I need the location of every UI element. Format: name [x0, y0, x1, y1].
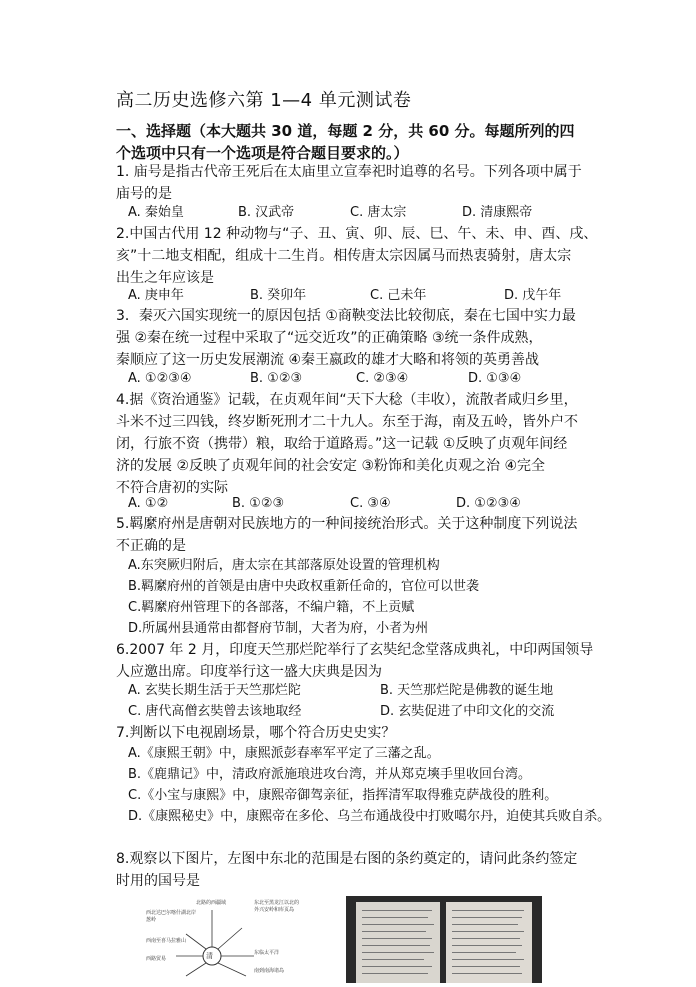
question-7: [116, 722, 616, 744]
diagram-top-right-2: 外兴安岭和库页岛: [254, 907, 295, 913]
question-2-line-1: 2.中国古代用 12 种动物与“子、丑、寅、卯、辰、巳、午、未、申、酉、戌、: [116, 226, 598, 242]
diagram-right-low: 南到南海诸岛: [254, 968, 285, 974]
diagram-top-center: 北路的西疆域: [196, 900, 227, 906]
question-1: [116, 161, 616, 205]
q5-option-c: C.羁縻府州管理下的各部落，不编户籍，不上贡赋: [128, 600, 415, 615]
diagram-left-top-2: 葱岭: [146, 917, 157, 923]
question-4-line-3: 闭，行旅不资（携带）粮，取给于道路焉。”这一记载 ①反映了贞观年间经: [116, 436, 568, 452]
section-heading-line-1: 一、选择题（本大题共 30 道，每题 2 分，共 60 分。每题所列的四: [116, 122, 575, 140]
q7-option-b: B.《鹿鼎记》中，清政府派施琅进攻台湾，并从郑克塽手里收回台湾。: [128, 767, 532, 782]
q6-option-c: C. 唐代高僧玄奘曾去该地取经: [128, 704, 302, 719]
q5-option-d: D.所属州县通常由都督府节制，大者为府，小者为州: [128, 621, 429, 636]
question-8: [116, 848, 616, 892]
question-2: [116, 223, 616, 289]
q7-option-d: D.《康熙秘史》中，康熙帝在多伦、乌兰布通战役中打败噶尔丹，迫使其兵败自杀。: [128, 809, 611, 824]
q4-option-a: A. ①②: [128, 496, 169, 511]
q4-option-d: D. ①②③④: [456, 496, 521, 511]
q6-option-a: A. 玄奘长期生活于天竺那烂陀: [128, 683, 301, 698]
treaty-page-right: [446, 902, 532, 983]
question-8-line-1: 8.观察以下图片，左图中东北的范围是右图的条约奠定的，请问此条约签定: [116, 851, 578, 867]
question-5: [116, 513, 616, 557]
q1-option-d: D. 清康熙帝: [462, 205, 533, 220]
q3-option-b: B. ①②③: [250, 371, 303, 386]
treaty-photo: [346, 896, 542, 983]
question-4-line-2: 斗米不过三四钱，终岁断死刑才二十九人。东至于海，南及五岭，皆外户不: [116, 414, 578, 430]
question-2-line-2: 亥”十二地支相配，组成十二生肖。相传唐太宗因属马而热衷骑射，唐太宗: [116, 248, 572, 264]
diagram-top-right: 东北至黑龙江以北的: [254, 900, 300, 906]
question-6-line-1: 6.2007 年 2 月，印度天竺那烂陀举行了玄奘纪念堂落成典礼，中印两国领导: [116, 642, 594, 658]
treaty-page-left: [356, 902, 440, 983]
question-1-line-2: 庙号的是: [116, 186, 172, 202]
territory-diagram: [146, 898, 316, 983]
section-heading-line-2: 个选项中只有一个选项是符合题目要求的。）: [116, 144, 409, 162]
q4-option-b: B. ①②③: [232, 496, 285, 511]
q1-option-b: B. 汉武帝: [238, 205, 295, 220]
q3-option-d: D. ①③④: [468, 371, 522, 386]
q6-option-d: D. 玄奘促进了中印文化的交流: [380, 704, 555, 719]
question-3-line-1: 3．秦灭六国实现统一的原因包括 ①商鞅变法比较彻底，秦在七国中实力最: [116, 308, 576, 324]
q2-option-b: B. 癸卯年: [250, 288, 307, 303]
diagram-left-mid: 西南至喜马拉雅山: [146, 938, 187, 944]
question-2-line-3: 出生之年应该是: [116, 270, 214, 286]
q6-option-b: B. 天竺那烂陀是佛教的诞生地: [380, 683, 554, 698]
question-4: [116, 389, 616, 499]
diagram-left-low: 西路贸易: [146, 956, 167, 962]
question-8-line-2: 时用的国号是: [116, 873, 200, 889]
question-4-line-5: 不符合唐初的实际: [116, 480, 228, 496]
question-3-line-2: 强 ②秦在统一过程中采取了“远交近攻”的正确策略 ③统一条件成熟，: [116, 330, 543, 346]
question-6-line-2: 人应邀出席。印度举行这一盛大庆典是因为: [116, 664, 382, 680]
page-title: 高二历史选修六第 1—4 单元测试卷: [116, 90, 412, 111]
q7-option-a: A.《康熙王朝》中，康熙派彭春率军平定了三藩之乱。: [128, 746, 440, 761]
question-6: [116, 639, 616, 683]
question-5-line-2: 不正确的是: [116, 538, 186, 554]
q2-option-d: D. 戊午年: [504, 288, 562, 303]
q3-option-c: C. ②③④: [356, 371, 409, 386]
question-3-line-3: 秦顺应了这一历史发展潮流 ④秦王嬴政的雄才大略和将领的英勇善战: [116, 352, 539, 368]
q5-option-a: A.东突厥归附后，唐太宗在其部落原处设置的管理机构: [128, 558, 440, 573]
question-3: [116, 305, 616, 371]
diagram-center: 清: [206, 952, 213, 960]
q3-option-a: A. ①②③④: [128, 371, 192, 386]
question-1-line-1: 1. 庙号是指古代帝王死后在太庙里立宣奉祀时追尊的名号。下列各项中属于: [116, 164, 582, 180]
q1-option-c: C. 唐太宗: [350, 205, 407, 220]
q1-option-a: A. 秦始皇: [128, 205, 184, 220]
q5-option-b: B.羁縻府州的首领是由唐中央政权重新任命的，官位可以世袭: [128, 579, 480, 594]
section-heading: [116, 120, 616, 164]
question-4-line-4: 济的发展 ②反映了贞观年间的社会安定 ③粉饰和美化贞观之治 ④完全: [116, 458, 546, 474]
question-4-line-1: 4.据《资治通鉴》记载，在贞观年间“天下大稔（丰收），流散者咸归乡里，: [116, 392, 578, 408]
question-7-line-1: 7.判断以下电视剧场景，哪个符合历史史实？: [116, 725, 396, 741]
q2-option-c: C. 己未年: [370, 288, 427, 303]
question-5-line-1: 5.羁縻府州是唐朝对民族地方的一种间接统治形式。关于这种制度下列说法: [116, 516, 578, 532]
q4-option-c: C. ③④: [350, 496, 391, 511]
diagram-right-mid: 东临太平洋: [254, 950, 280, 956]
q2-option-a: A. 庚申年: [128, 288, 184, 303]
q7-option-c: C.《小宝与康熙》中，康熙帝御驾亲征，指挥清军取得雅克萨战役的胜利。: [128, 788, 558, 803]
diagram-left-top: 西北达巴尔喀什湖北岸: [146, 910, 197, 916]
